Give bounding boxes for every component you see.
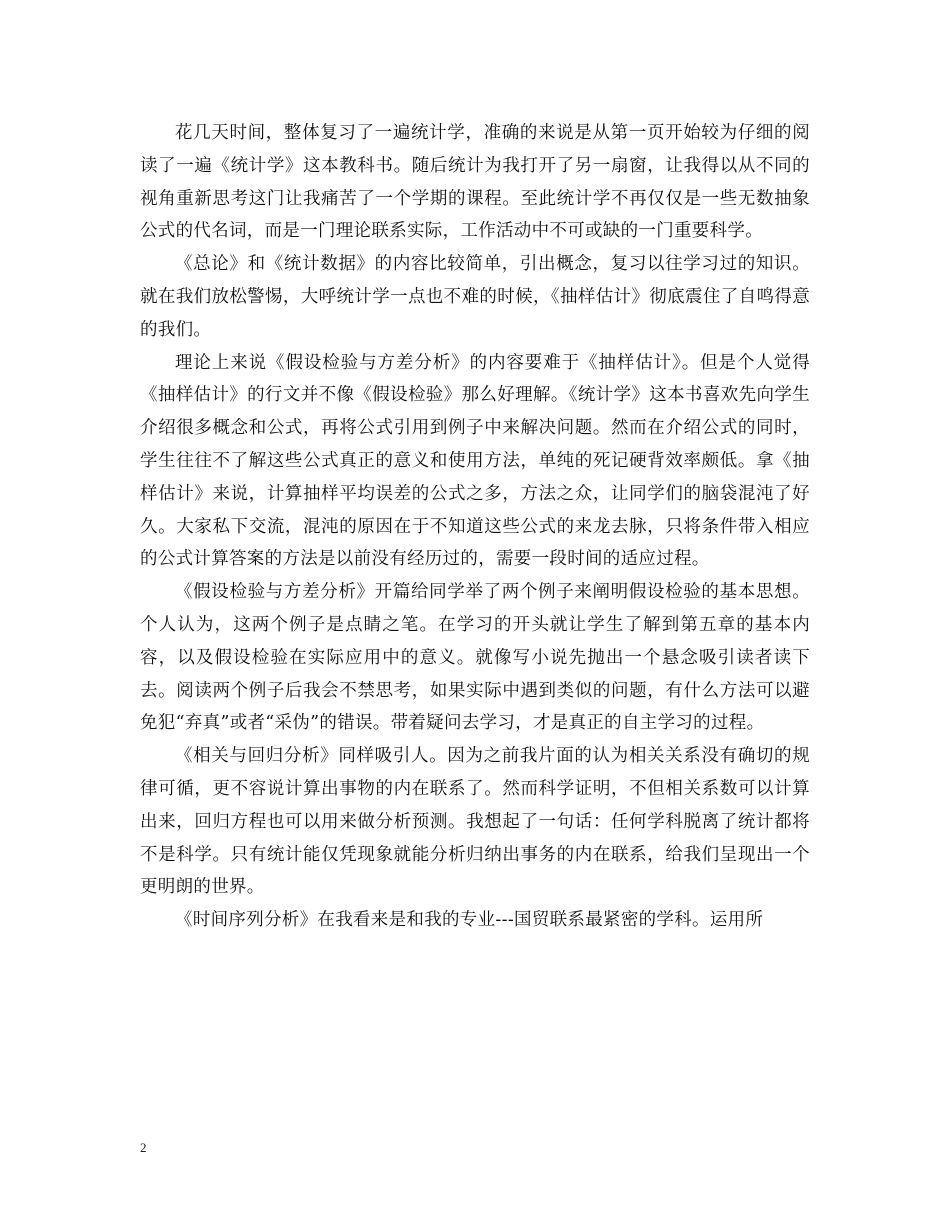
paragraph-6: 《时间序列分析》在我看来是和我的专业---国贸联系最紧密的学科。运用所 — [175, 910, 764, 931]
paragraph-2: 《总论》和《统计数据》的内容比较简单，引出概念，复习以往学习过的知识。就在我们放松警惕，大呼统计学一点也不难的时候，《抽样估计》彻底震住了自鸣得意的我们。 — [140, 254, 810, 340]
page-number: 2 — [140, 1140, 147, 1155]
paragraph-5: 《相关与回归分析》同样吸引人。因为之前我片面的认为相关关系没有确切的规律可循，更不容说计算出事物的内在联系了。然而科学证明，不但相关系数可以计算出来，回归方程也可以用来做分析预测。我想起了一句话：任何学科脱离了统计都将不是科学。只有统计能仅凭现象就能分析归纳出事务的内在联系，给我们呈现出一个更明朗的世界。 — [140, 746, 810, 898]
paragraph-1: 花几天时间，整体复习了一遍统计学，准确的来说是从第一页开始较为仔细的阅读了一遍《统计学》这本教科书。随后统计为我打开了另一扇窗，让我得以从不同的视角重新思考这门让我痛苦了一个学期的课程。至此统计学不再仅仅是一些无数抽象公式的代名词，而是一门理论联系实际，工作活动中不可或缺的一门重要科学。 — [140, 123, 810, 242]
paragraph-4: 《假设检验与方差分析》开篇给同学举了两个例子来阐明假设检验的基本思想。个人认为，这两个例子是点睛之笔。在学习的开头就让学生了解到第五章的基本内容，以及假设检验在实际应用中的意义。就像写小说先抛出一个悬念吸引读者读下去。阅读两个例子后我会不禁思考，如果实际中遇到类似的问题，有什么方法可以避免犯“弃真”或者“采伪”的错误。带着疑问去学习，才是真正的自主学习的过程。 — [140, 582, 810, 734]
paragraph-3: 理论上来说《假设检验与方差分析》的内容要难于《抽样估计》。但是个人觉得《抽样估计》的行文并不像《假设检验》那么好理解。《统计学》这本书喜欢先向学生介绍很多概念和公式，再将公式引用到例子中来解决问题。然而在介绍公式的同时，学生往往不了解这些公式真正的意义和使用方法，单纯的死记硬背效率颇低。拿《抽样估计》来说，计算抽样平均误差的公式之多，方法之众，让同学们的脑袋混沌了好久。大家私下交流，混沌的原因在于不知道这些公式的来龙去脉，只将条件带入相应的公式计算答案的方法是以前没有经历过的，需要一段时间的适应过程。 — [140, 352, 810, 570]
document-body — [140, 117, 810, 937]
